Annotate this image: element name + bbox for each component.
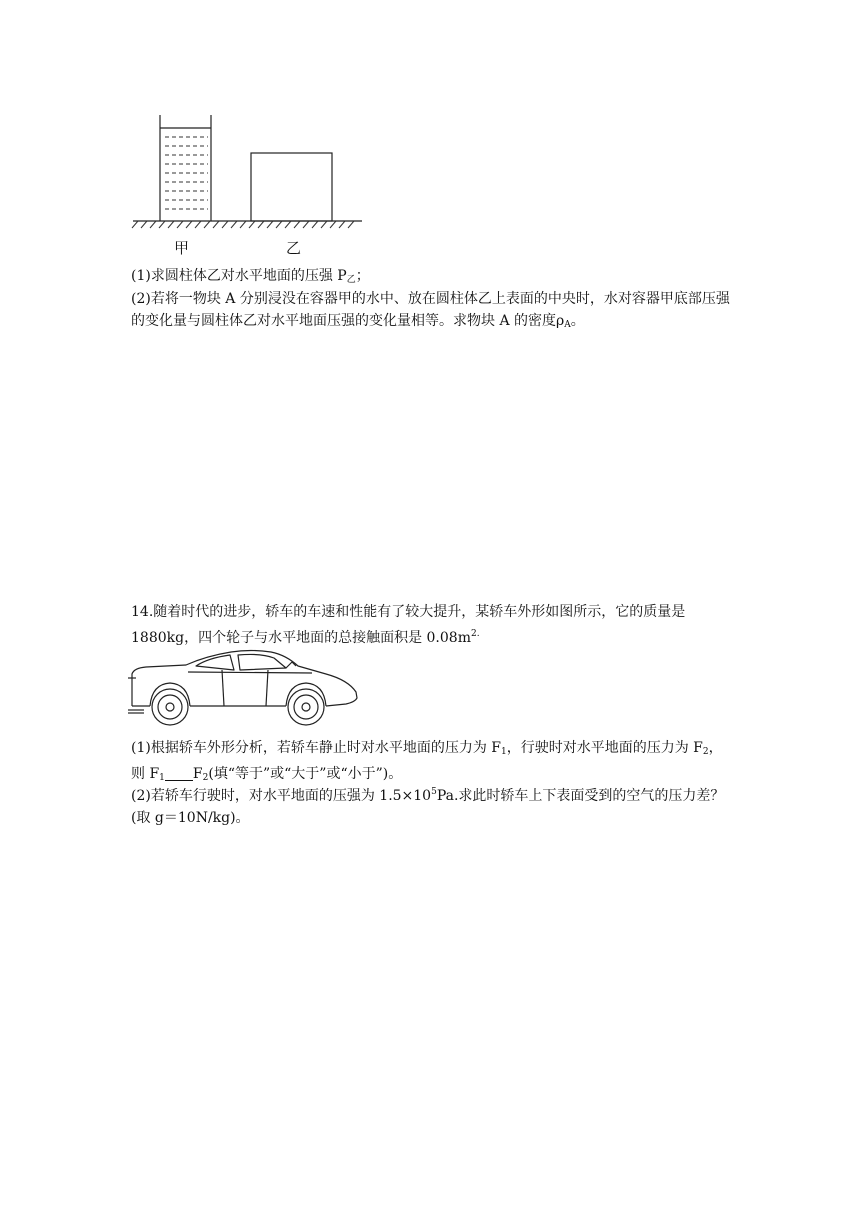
ground-hatch <box>267 221 273 228</box>
ground-hatch <box>321 221 327 228</box>
q14-part2: (2)若轿车行驶时，对水平地面的压强为 $1.5\times 10^5Pa$.求此时轿车上下表面受到的空气的压力差？(取 g＝10N/kg)。 <box>131 787 725 826</box>
ground-hatch <box>285 221 291 228</box>
ground-hatch <box>258 221 264 228</box>
q13-part2-sub: A <box>564 320 571 330</box>
ground-hatch <box>132 221 138 228</box>
ground-hatch <box>312 221 318 228</box>
ground-hatch <box>339 221 345 228</box>
container-cylinder-figure <box>128 110 368 232</box>
ground-hatch <box>294 221 300 228</box>
q13-part2-text: (2)若将一物块 A 分别浸没在容器甲的水中、放在圆柱体乙上表面的中央时，水对容器甲底部压强的变化量与圆柱体乙对水平地面压强的变化量相等。求物块 A 的密度ρ <box>131 291 730 329</box>
ground-hatch <box>186 221 192 228</box>
q14-intro-sup: 2. <box>470 629 480 639</box>
ground-hatch <box>240 221 246 228</box>
q14-part1: (1)根据轿车外形分析，若轿车静止时对水平地面的压力为 $F_1$，行驶时对水平地面的压力为 $F_2$，则 $F_1$ $F_2$(填“等于”或“大于”或“小于”)。 <box>131 740 723 783</box>
label-jia: 甲 <box>174 239 190 257</box>
ground-hatch <box>159 221 165 228</box>
answer-blank[interactable] <box>165 766 193 781</box>
ground-hatch <box>330 221 336 228</box>
ground-hatch <box>195 221 201 228</box>
q13-part1-sub: 乙 <box>346 275 356 285</box>
ground-hatch <box>222 221 228 228</box>
ground-hatch <box>276 221 282 228</box>
q13-part1-text: (1)求圆柱体乙对水平地面的压强 P <box>131 268 347 284</box>
ground-hatch <box>213 221 219 228</box>
q13-part2-end: 。 <box>570 313 585 329</box>
ground-hatch <box>249 221 255 228</box>
q13-part2 <box>131 288 731 336</box>
ground-hatch <box>231 221 237 228</box>
q14-intro <box>131 601 731 649</box>
q13-part1-end: ； <box>355 268 370 284</box>
ground-hatch <box>150 221 156 228</box>
label-yi: 乙 <box>286 239 302 257</box>
ground-hatch <box>303 221 309 228</box>
ground-hatch <box>177 221 183 228</box>
ground-hatch <box>204 221 210 228</box>
q14-intro-text: 14.随着时代的进步，轿车的车速和性能有了较大提升，某轿车外形如图所示，它的质量是1880kg，四个轮子与水平地面的总接触面积是 0.08m <box>131 604 686 646</box>
ground-hatch <box>348 221 354 228</box>
ground-hatch <box>141 221 147 228</box>
ground-hatch <box>168 221 174 228</box>
car-figure <box>126 648 362 732</box>
